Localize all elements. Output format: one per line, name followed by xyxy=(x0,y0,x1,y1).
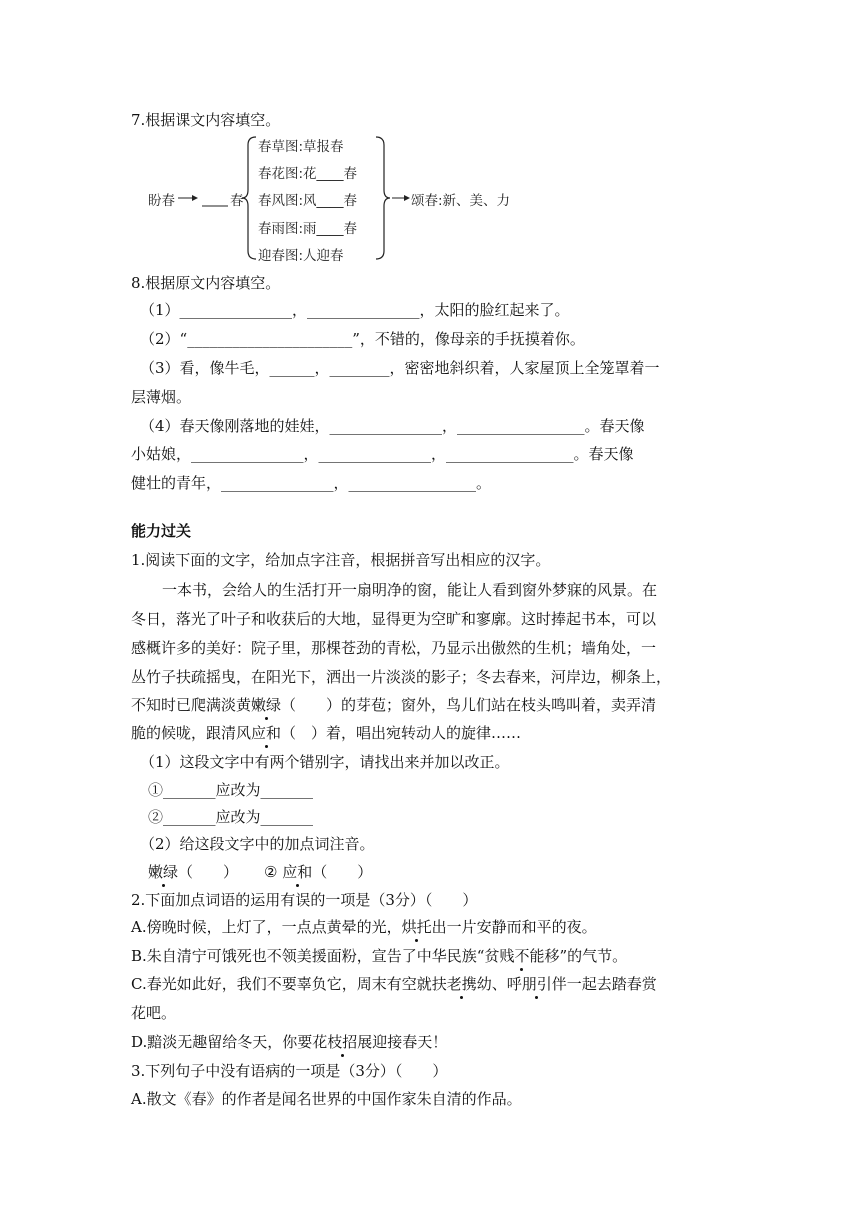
q7-title: 7.根据课文内容填空。 xyxy=(131,111,281,129)
q1-paragraph-line: 丛竹子扶疏摇曳，在阳光下，洒出一片淡淡的影子；冬去春来，河岸边，柳条上， xyxy=(131,668,672,686)
q1-paragraph-line: 脆的候咙，跟清风应和（ ）着，唱出宛转动人的旋律…… xyxy=(131,724,522,742)
dotted-word: 应和 xyxy=(251,724,282,742)
q1-sub1: （1）这段文字中有两个错别字，请找出来并加以改正。 xyxy=(140,753,510,771)
q8-line: （2）“______________________”，不错的，像母亲的手抚摸着你。 xyxy=(140,330,585,348)
q1-sub2-answers: 嫩绿（ ） ② 应和（ ） xyxy=(148,863,373,881)
q2-option-c-cont: 花吧。 xyxy=(131,1004,177,1022)
diagram-start: 盼春 xyxy=(148,193,175,209)
q3-title: 3.下列句子中没有语病的一项是（3分）（ ） xyxy=(131,1062,448,1080)
q2-option-d: D.黯淡无趣留给冬天，你要花枝招展迎接春天！ xyxy=(131,1033,448,1051)
q2-option-a: A.傍晚时候，上灯了，一点点黄晕的光，烘托出一片安静而和平的夜。 xyxy=(131,918,597,936)
dotted-word: 应和 xyxy=(282,863,313,881)
q2-option-b: B.朱自清宁可饿死也不领美援面粉，宣告了中华民族“贫贱不能移”的气节。 xyxy=(131,947,628,965)
q2-title: 2.下面加点词语的运用有误的一项是（3分）（ ） xyxy=(131,891,478,909)
q1-paragraph-line: 感概许多的美好：院子里，那棵苍劲的青松，乃显示出傲然的生机；墙角处，一 xyxy=(131,639,657,657)
q1-sub1-answer: ②_______应改为_______ xyxy=(148,808,314,826)
dotted-word: 嫩绿 xyxy=(251,696,282,714)
dotted-word: 嫩绿 xyxy=(148,863,179,881)
q1-paragraph-line: 不知时已爬满淡黄嫩绿（ ）的芽苞；窗外，鸟儿们站在枝头鸣叫着，卖弄清 xyxy=(131,696,657,714)
q1-paragraph-line: 一本书，会给人的生活打开一扇明净的窗，能让人看到窗外梦寐的风景。在 xyxy=(162,581,658,599)
diagram-item: 迎春图:人迎春 xyxy=(258,248,344,264)
section-title: 能力过关 xyxy=(131,522,192,540)
diagram-end: 颂春:新、美、力 xyxy=(411,193,511,209)
q8-line: 健壮的青年，_______________，_________________。 xyxy=(131,474,492,492)
diagram-item: 春花图:花____春 xyxy=(258,166,358,182)
diagram-item: 春风图:风____春 xyxy=(258,193,358,209)
q2-option-c: C.春光如此好，我们不要辜负它，周末有空就扶老携幼、呼朋引伴一起去踏春赏 xyxy=(131,975,657,993)
q1-sub1-answer: ①_______应改为_______ xyxy=(148,781,314,799)
q1-paragraph-line: 冬日，落光了叶子和收获后的大地，显得更为空旷和寥廓。这时捧起书本，可以 xyxy=(131,610,657,628)
q8-line: （3）看，像牛毛，______，________，密密地斜织着，人家屋顶上全笼罩着一 xyxy=(140,359,660,377)
q8-title: 8.根据原文内容填空。 xyxy=(131,274,281,292)
q8-line: （4）春天像刚落地的娃娃，_______________，_________________。春天像 xyxy=(140,417,645,435)
q1-sub2: （2）给这段文字中的加点词注音。 xyxy=(140,835,375,853)
q1-title: 1.阅读下面的文字，给加点字注音，根据拼音写出相应的汉字。 xyxy=(131,551,551,569)
diagram-item: 春雨图:雨____春 xyxy=(258,221,358,237)
diagram-item: 春草图:草报春 xyxy=(258,139,344,155)
q8-line: 层薄烟。 xyxy=(131,388,192,406)
q8-line: （1）_______________，_______________，太阳的脸红起来了。 xyxy=(140,301,570,319)
q8-line: 小姑娘，_______________，_______________，_________________。春天像 xyxy=(131,445,634,463)
q7-diagram xyxy=(148,133,520,265)
diagram-mid: 春 xyxy=(230,193,244,209)
q3-option-a: A.散文《春》的作者是闻名世界的中国作家朱自清的作品。 xyxy=(131,1090,522,1108)
